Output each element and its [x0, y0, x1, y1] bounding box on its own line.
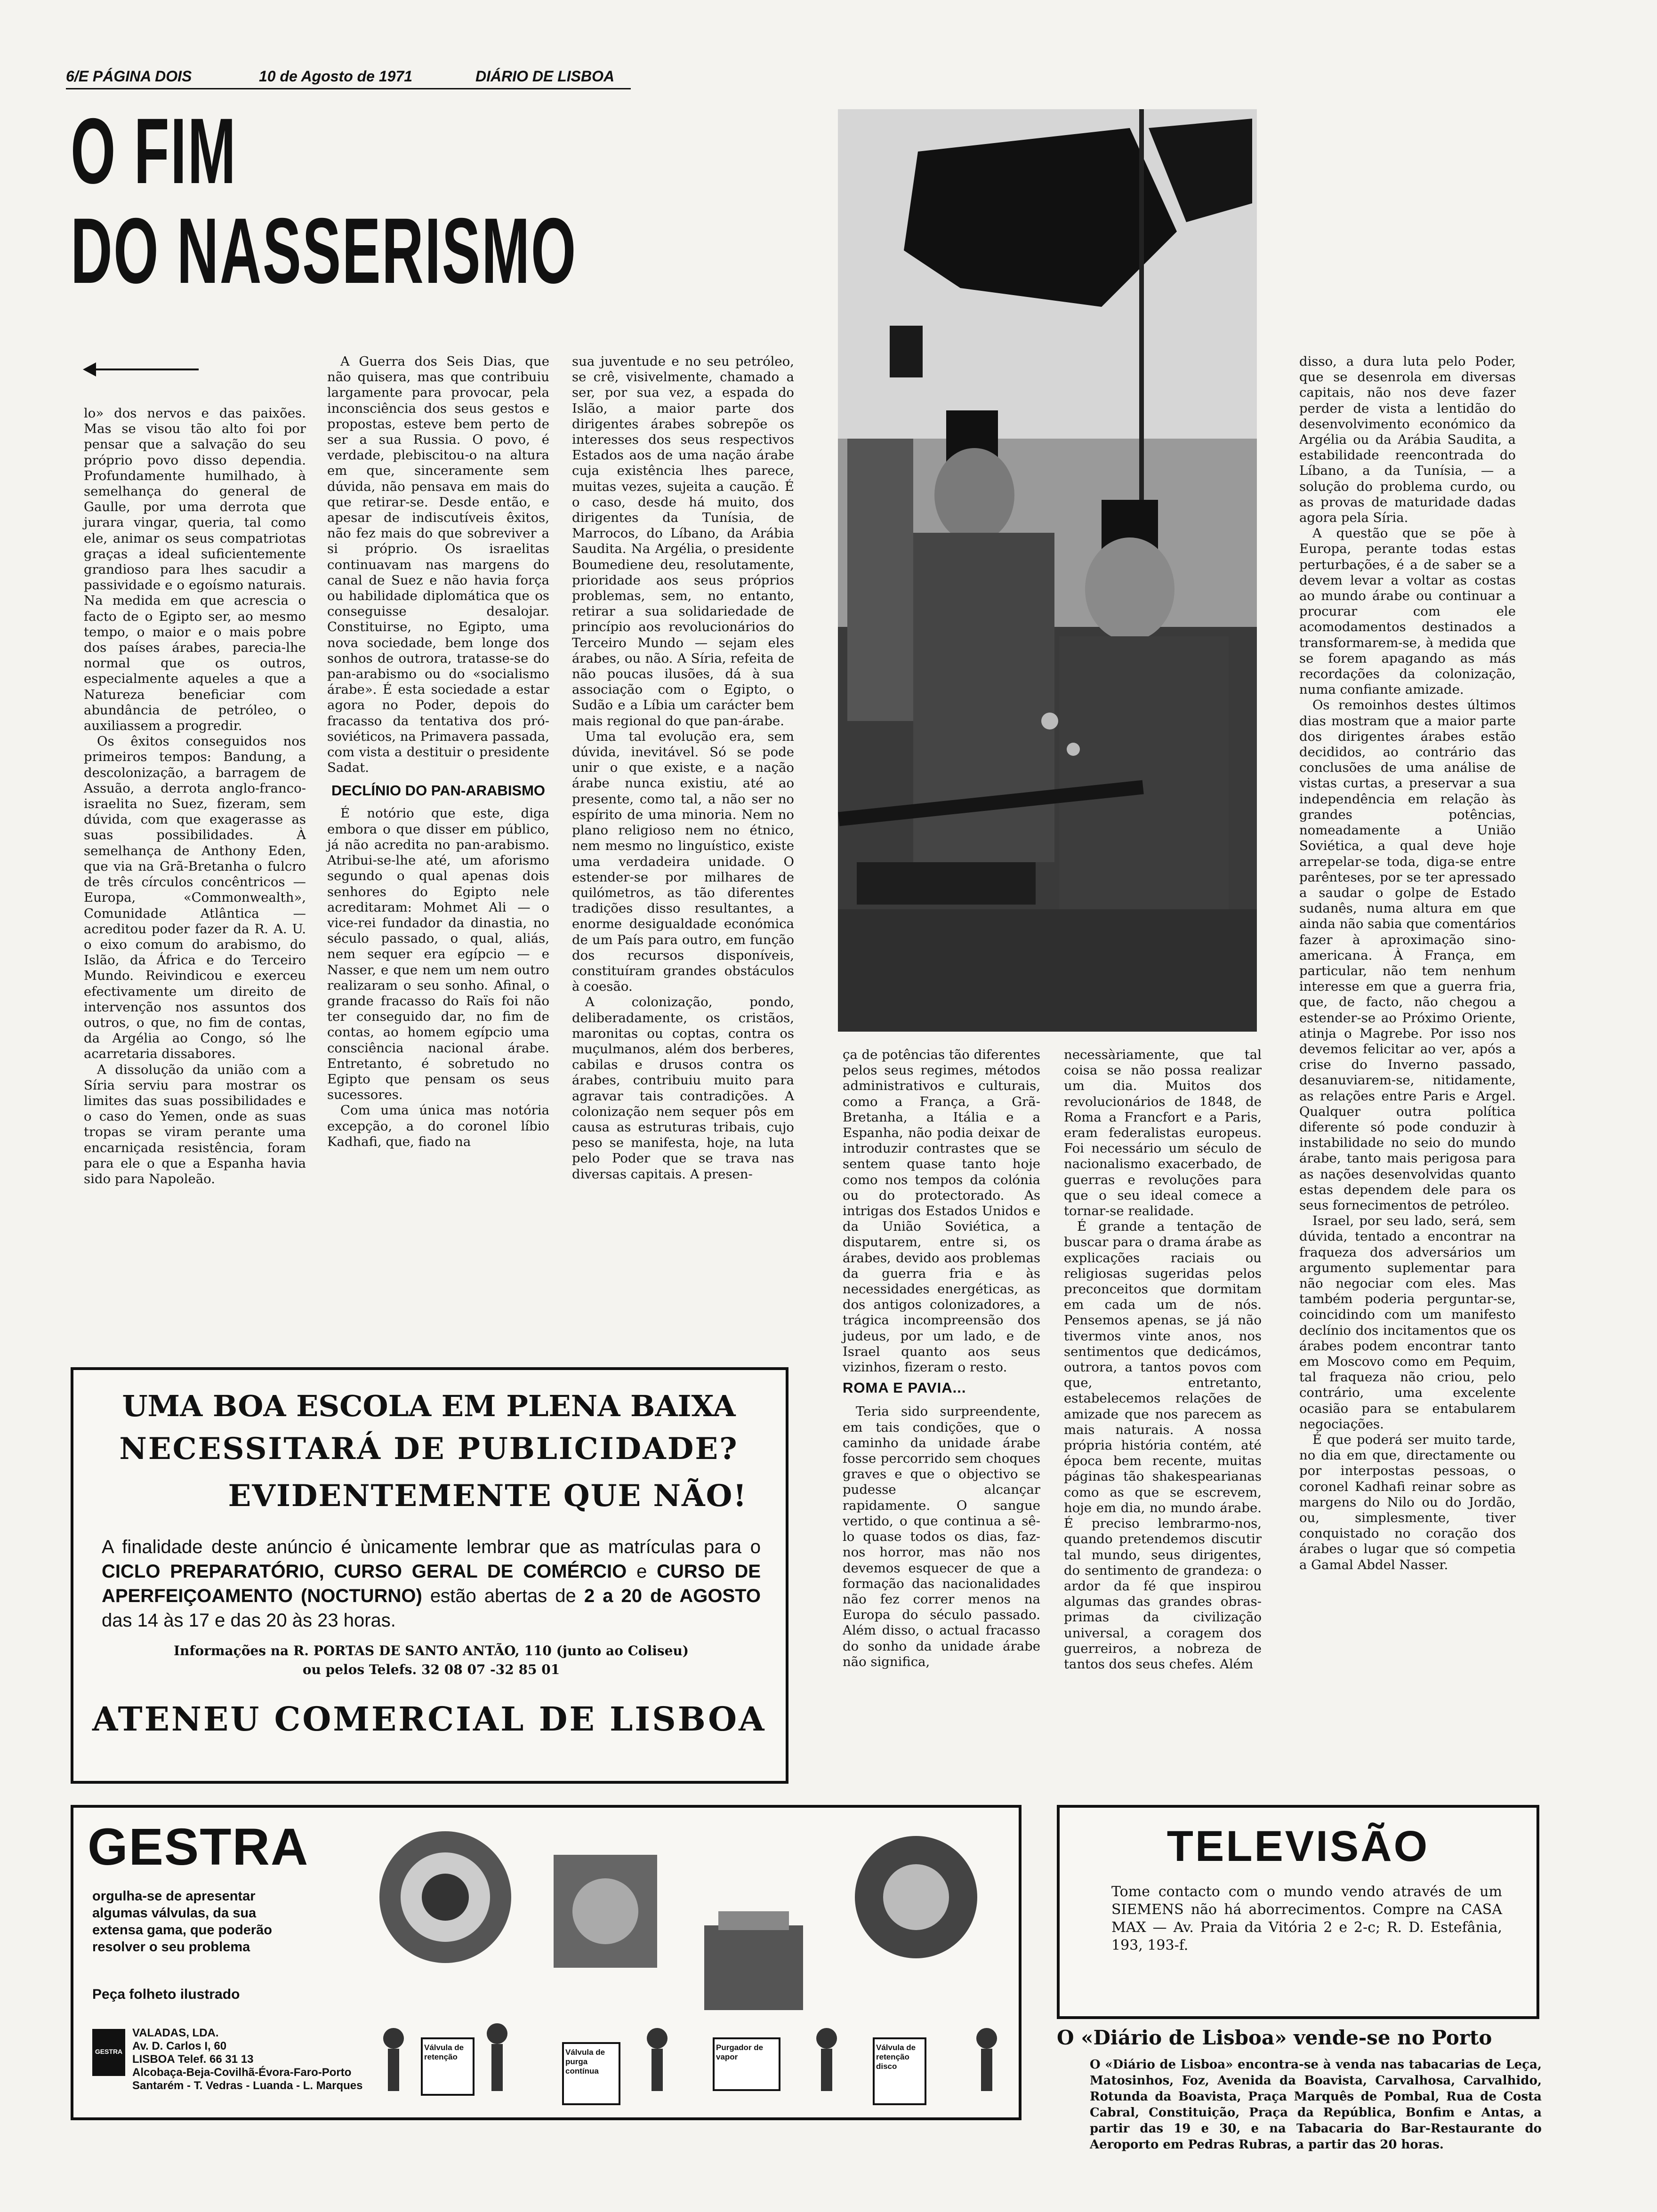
ad-ateneu-comercial — [71, 1367, 788, 1784]
ad-gestra — [71, 1805, 1022, 2120]
ad-body: Tome contacto com o mundo vendo através de um SIEMENS não há aborrecimentos. Compre na CASA MAX — Av. Praia da Vitória 2 e 2-c; R. D. Estefânia, 193, 193-f. — [1111, 1883, 1502, 1954]
issue-date: 10 de Agosto de 1971 — [259, 68, 413, 85]
ad-address-line: Av. D. Carlos I, 60 — [132, 2040, 227, 2052]
notice-body: O «Diário de Lisboa» encontra-se à venda nas tabacarias de Leça, Matosinhos, Foz, Avenida da Boavista, Carvalhosa, Carvalhido, Rotunda da Boavista, Praça Marquês de Pombal, Rua de Costa Cabral, Constituição, Praça da República, Bonfim e Antas, a partir das 19 e 30, e na Tabacaria do Bar-Restaurante do Aeroporto em Pedras Rubras, a partir das 20 horas. — [1090, 2058, 1542, 2152]
article-column-5 — [1064, 1047, 1262, 1672]
ad-cities: Santarém - T. Vedras - Luanda - L. Marques — [132, 2079, 363, 2092]
ad-info-phone: ou pelos Telefs. 32 08 07 -32 85 01 — [302, 1662, 560, 1677]
ad-line-1: UMA BOA ESCOLA EM PLENA BAIXA — [122, 1389, 736, 1423]
paragraph: Os remoinhos destes últimos dias mostram que a maior parte dos dirigentes árabes estão decididos, ao contrário das conclusões de uma análise de vistas curtas, a preservar a sua independência em relação às grandes potências, nomeadamente a União Soviética, a qual deve hoje arrepelar-se toda, diga-se entre parênteses, por se ter apressado a saudar o golpe de Estado sudanês, numa altura em que ainda não sabia que comentários fazer à aproximação sino-americana. À França, em particular, não tem nenhum interesse em que a guerra fria, que, de facto, não chegou a estender-se ao Próximo Oriente, atinja o Magrebe. Por isso nos devemos felicitar ao ver, após a crise do Inverno passado, desanuviarem-se, nitidamente, as relações entre Paris e Argel. Qualquer outra política diferente só pode conduzir à instabilidade no seio do mundo árabe, tanto mais perigosa para as nações desenvolvidas quanto estas dependem dele para os seus fornecimentos de petróleo. — [1299, 697, 1516, 1213]
valve-label: Purgador de vapor — [716, 2043, 764, 2061]
valve-label: Válvula de retenção disco — [876, 2043, 916, 2071]
ad-course-2: CURSO DE APERFEIÇOAMENTO (NOCTURNO) — [102, 1561, 761, 1606]
ad-company: VALADAS, LDA. — [132, 2027, 219, 2039]
ad-address-line: LISBOA Telef. 66 31 13 — [132, 2053, 254, 2066]
ad-cities: Alcobaça-Beja-Covilhã-Évora-Faro-Porto — [132, 2066, 352, 2079]
paragraph: necessàriamente, que tal coisa se não possa realizar um dia. Muitos dos revolucionários de 1848, de Roma a Francfort e a Paris, eram federalistas europeus. Foi necessário um século de nacionalismo exacerbado, de guerras e revoluções para que o seu ideal comece a tornar-se realidade. — [1064, 1047, 1262, 1219]
paragraph: ça de potências tão diferentes pelos seus regimes, métodos administrativos e culturais, como a França, a Grã-Bretanha, a Itália e a Espanha, não podia deixar de introduzir contrastes que se sentem quase tanto hoje como nos tempos da colónia ou do protectorado. As intrigas dos Estados Unidos e da União Soviética, a disputarem, entre si, os árabes, devido aos problemas da guerra fria e às necessidades energéticas, as dos antigos colonizadores, a trágica incompreensão dos judeus, por um lado, e de Israel quanto aos seus vizinhos, fizeram o resto. — [843, 1047, 1040, 1375]
ad-title: TELEVISÃO — [1166, 1822, 1430, 1870]
ad-body-text: A finalidade deste anúncio é ùnicamente lembrar que as matrículas para o — [102, 1537, 761, 1557]
ad-cta: Peça folheto ilustrado — [92, 1987, 240, 2002]
ad-line-2: NECESSITARÁ DE PUBLICIDADE? — [119, 1431, 739, 1467]
page-title — [71, 99, 577, 303]
ad-body-text: das 14 às 17 e das 20 às 23 horas. — [102, 1610, 396, 1631]
paragraph: É notório que este, diga embora o que disser em público, já não acredita no pan-arabismo. Atribui-se-lhe até, um aforismo segundo o qual apenas dois senhores do Egipto nele acreditaram: Mohmet Ali — o vice-rei fundador da dinastia, no século passado, o qual, aliás, nem sequer era egípcio — e Nasser, e que nem um nem outro realizaram o seu sonho. Afinal, o grande fracasso do Raïs foi não ter conseguido dar, no fim de contas, ao homem egípcio uma consciência nacional árabe. Entretanto, é sobretudo no Egipto que pensam os seus sucessores. — [327, 806, 549, 1103]
paragraph: A dissolução da união com a Síria serviu para mostrar os limites das suas possibilidades e o caso do Yemen, onde as suas tropas se viram perante uma encarniçada resistência, foram para ele o que a Espanha havia sido para Napoleão. — [84, 1062, 306, 1186]
ad-footer: ATENEU COMERCIAL DE LISBOA — [92, 1699, 766, 1739]
notice-title: O «Diário de Lisboa» vende-se no Porto — [1057, 2026, 1492, 2049]
article-column-4 — [843, 1047, 1040, 1670]
paragraph: disso, a dura luta pelo Poder, que se desenrola em diversas capitais, não nos deve fazer perder de vista a lentidão do desenvolvimento económico da Argélia ou da Arábia Saudita, a estabilidade reencontrada do Líbano, a da Tunísia, — a solução do problema curdo, ou as provas de maturidade dadas agora pela Síria. — [1299, 354, 1516, 526]
valve-label: Válvula de retenção — [424, 2043, 464, 2061]
article-column-6 — [1299, 354, 1516, 1573]
paragraph: Teria sido surpreendente, em tais condições, que o caminho da unidade árabe fosse percorrido sem choques graves e que o objectivo se pudesse alcançar rapidamente. O sangue vertido, o que continua a sê-lo quase todos os dias, faz-nos horror, mas não nos devemos esquecer de que a formação das nacionalidades não fez correr menos na Europa do século passado. Além disso, o actual fracasso do sonho da unidade árabe não significa, — [843, 1404, 1040, 1669]
ad-line-3: EVIDENTEMENTE QUE NÃO! — [228, 1478, 748, 1514]
news-photo — [838, 109, 1257, 1032]
article-column-1 — [84, 406, 306, 1187]
ad-tagline: orgulha-se de apresentar algumas válvulas, da sua extensa gama, que poderão resolver o seu problema — [92, 1889, 272, 1955]
subheading-roma-pavia: ROMA E PAVIA... — [843, 1379, 966, 1396]
valve-label: Válvula de purga contínua — [565, 2048, 605, 2076]
ad-body-text: e — [627, 1561, 657, 1582]
ad-brand: GESTRA — [88, 1818, 309, 1876]
ad-body-text: estão abertas de — [422, 1586, 584, 1606]
headline-line-2: DO NASSERISMO — [71, 199, 577, 303]
paragraph: lo» dos nervos e das paixões. Mas se visou tão alto foi por pensar que a salvação do seu próprio povo disso dependia. Profundamente humilhado, à semelhança do general de Gaulle, por uma derrota que jurara vingar, queria, tal como ele, animar os seus compatriotas graças a ideal suficientemente grandioso para lhes sacudir a passividade e o egoísmo naturais. Na medida em que acrescia o facto de o Egipto ser, ao mesmo tempo, o maior e o mais pobre dos países árabes, parecia-lhe normal que os outros, especialmente aqueles a que a Natureza beneficiar com abundância de petróleo, o auxiliassem a progredir. — [84, 406, 306, 734]
soldiers-photo-image — [838, 109, 1257, 1032]
paragraph: Israel, por seu lado, será, sem dúvida, tentado a encontrar na fraqueza dos adversários um argumento suplementar para não negociar com eles. Mas também poderia perguntar-se, coincidindo com um manifesto declínio dos incitamentos que os árabes podem encontrar tanto em Moscovo como em Pequim, tal fraqueza não criou, pelo contrário, uma excelente ocasião para se entabularem negociações. — [1299, 1213, 1516, 1432]
ad-address — [132, 2027, 362, 2092]
ad-televisao — [1057, 1805, 1539, 2019]
gestra-logo-icon: GESTRA — [92, 2029, 125, 2076]
divider — [86, 369, 199, 370]
page-number: 6/E PÁGINA DOIS — [66, 68, 192, 85]
ad-course-1: CICLO PREPARATÓRIO, CURSO GERAL DE COMÉRCIO — [102, 1561, 627, 1582]
paragraph: A Guerra dos Seis Dias, que não quisera, mas que contribuiu largamente para provocar, pela inconsciência dos seus gestos e propostas, esteve bem perto de ser a sua Russia. O povo, é verdade, plebiscitou-o na altura em que, sinceramente sem dúvida, não pensava em mais do que retirar-se. Desde então, e apesar de indiscutíveis êxitos, não fez mais do que sobreviver a si próprio. Os israelitas continuavam nas margens do canal de Suez e não havia força ou habilidade diplomática que os conseguisse desalojar. Constituirse, no Egipto, uma nova sociedade, bem longe dos sonhos de outrora, tratasse-se do pan-arabismo ou do «socialismo árabe». É esta sociedade a estar agora no Poder, depois do fracasso da tentativa dos pró-soviéticos, na Primavera passada, com vista a destituir o presidente Sadat. — [327, 354, 549, 776]
article-column-2 — [327, 354, 549, 1150]
paragraph: Com uma única mas notória excepção, a do coronel líbio Kadhafi, que, fiado na — [327, 1103, 549, 1149]
masthead — [66, 66, 631, 89]
paragraph: Uma tal evolução era, sem dúvida, inevitável. Só se pode unir o que existe, e a nação árabe nunca existiu, até ao presente, como tal, a não ser no espírito de uma minoria. Nem no plano religioso nem no étnico, nem mesmo no linguístico, existe uma verdadeira unidade. O estender-se por milhares de quilómetros, as tão diferentes tradições disso resultantes, a enorme desigualdade económica de um País para outro, em função dos recursos disponíveis, constituíram grandes obstáculos à coesão. — [572, 729, 794, 994]
paper-name: DIÁRIO DE LISBOA — [475, 68, 615, 85]
paragraph: É que poderá ser muito tarde, no dia em que, directamente ou por interpostas pessoas, o coronel Kadhafi reinar sobre as margens do Nilo ou do Jordão, ou, simplesmente, tiver conquistado no coração dos árabes o lugar que só competia a Gamal Abdel Nasser. — [1299, 1432, 1516, 1572]
subheading-declinio: DECLÍNIO DO PAN-ARABISMO — [331, 782, 546, 799]
notice-porto — [1057, 2026, 1542, 2191]
article-column-3 — [572, 354, 794, 1182]
ad-body — [102, 1535, 761, 1633]
paragraph: Os êxitos conseguidos nos primeiros tempos: Bandung, a descolonização, a barragem de Assuão, a derrota anglo-franco-israelita no Suez, fizeram, sem dúvida, com que exagerasse as suas possibilidades. À semelhança de Anthony Eden, que via na Grã-Bretanha o fulcro de três círculos concêntricos — Europa, «Commonwealth», Comunidade Atlântica — acreditou poder fazer da R. A. U. o eixo comum do arabismo, do Islão, da África e do Terceiro Mundo. Reivindicou e exerceu efectivamente um direito de intervenção nos assuntos dos outros, o que, no fim de contas, da Argélia ao Congo, só lhe acarretaria dissabores. — [84, 734, 306, 1062]
paragraph: A questão que se põe à Europa, perante todas estas perturbações, é a de saber se a devem levar a voltar as costas ao mundo árabe ou continuar a procurar com ele acomodamentos destinados a transformarem-se, à medida que se forem apagando as más recordações da colonização, numa confiante amizade. — [1299, 526, 1516, 697]
valves-illustration-image — [365, 1817, 1015, 2118]
headline-line-1: O FIM — [71, 99, 237, 203]
paragraph: sua juventude e no seu petróleo, se crê, visivelmente, chamado a ser, por sua vez, a espada do Islão, a maior parte dos dirigentes árabes sobrepõe os interesses dos seus respectivos Estados aos de uma nação árabe cuja existência lhes parece, muitas vezes, sujeita a caução. É o caso, desde há muito, dos dirigentes da Tunísia, de Marrocos, do Líbano, da Arábia Saudita. Na Argélia, o presidente Boumediene deu, resolutamente, prioridade aos seus próprios problemas, sem, no entanto, retirar a sua solidariedade de princípio aos revolucionários do Terceiro Mundo — sejam eles árabes, ou não. A Síria, refeita de não poucas ilusões, dá à sua associação com o Egipto, o Sudão e a Líbia um carácter bem mais regional do que pan-árabe. — [572, 354, 794, 729]
paragraph: É grande a tentação de buscar para o drama árabe as explicações raciais ou religiosas sugeridas pelos preconceitos que dormitam em cada um de nós. Pensemos apenas, se já não tivermos vinte anos, nos sentimentos que dedicámos, outrora, a tantos povos com que, entretanto, estabelecemos relações de amizade que nos parecem as mais naturais. A nossa própria história contém, até época bem recente, muitas páginas tão shakespearianas como as que se escrevem, hoje em dia, no mundo árabe. É preciso lembrarmo-nos, quando pretendemos discutir tal mundo, seus dirigentes, do sentimento de grandeza: o ardor da fé que inspirou algumas das grandes obras-primas da civilização universal, a coragem dos guerreiros, a nobreza de tantos dos seus chefes. Além — [1064, 1219, 1262, 1672]
paragraph: A colonização, pondo, deliberadamente, os cristãos, maronitas ou coptas, contra os muçulmanos, além dos berberes, cabilas e drusos contra os árabes, contribuiu muito para agravar tais contradições. A colonização nem sequer pôs em causa as estruturas tribais, cujo peso se manifesta, hoje, na luta pelo Poder que se trava nas diversas capitais. A presen- — [572, 994, 794, 1182]
ad-date-range: 2 a 20 de AGOSTO — [584, 1586, 761, 1606]
ad-info-address: Informações na R. PORTAS DE SANTO ANTÃO, 110 (junto ao Coliseu) — [173, 1643, 689, 1659]
